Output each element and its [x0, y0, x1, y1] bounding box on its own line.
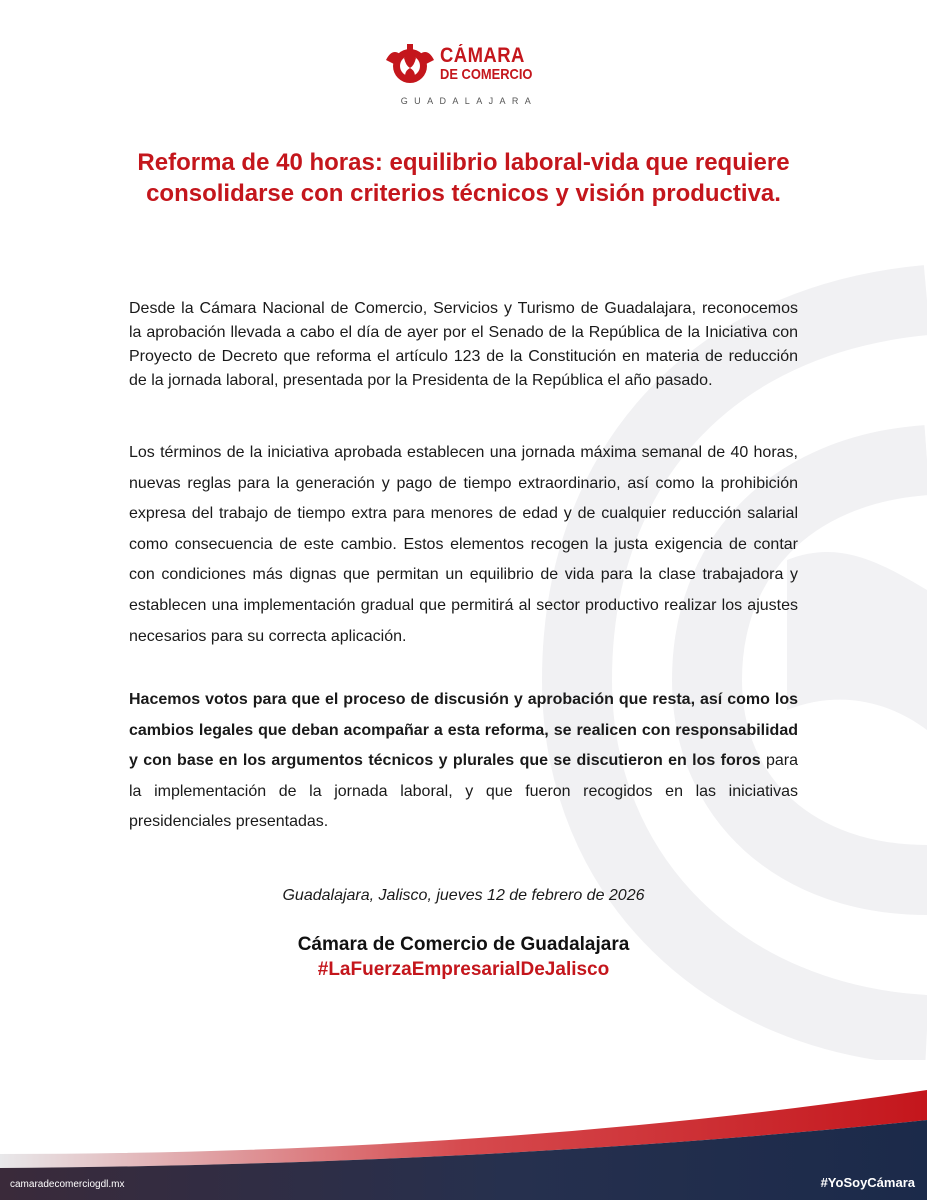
page-title: Reforma de 40 horas: equilibrio laboral-vida que requiere consolidarse con criterios técnicos y visión productiva.	[137, 149, 790, 207]
logo-subtitle: DE COMERCIO	[440, 66, 533, 83]
paragraph-call	[129, 685, 798, 838]
logo-city: GUADALAJARA	[400, 96, 538, 106]
camara-logo	[384, 42, 554, 112]
dateline: Guadalajara, Jalisco, jueves 12 de febrero de 2026	[282, 887, 645, 904]
paragraph-call-rest: para la implementación de la jornada laboral, y que fueron recogidos en las iniciativas presidenciales presentadas.	[129, 752, 799, 831]
signature-org: Cámara de Comercio de Guadalajara	[297, 934, 630, 955]
footer-hashtag: #YoSoyCámara	[820, 1175, 915, 1190]
eagle-crest-icon	[384, 42, 436, 86]
signature-hashtag: #LaFuerzaEmpresarialDeJalisco	[317, 959, 610, 980]
paragraph-intro: Desde la Cámara Nacional de Comercio, Servicios y Turismo de Guadalajara, reconocemos la aprobación llevada a cabo el día de ayer por el Senado de la República de la Iniciativa con Proyecto de Decreto que reforma el artículo 123 de la Constitución en materia de reducción de la jornada laboral, presentada por la Presidenta de la República el año pasado.	[129, 300, 798, 389]
logo-title: CÁMARA	[440, 44, 525, 67]
footer-website: camaradecomerciogdl.mx	[10, 1179, 125, 1190]
paragraph-call-bold: Hacemos votos para que el proceso de discusión y aprobación que resta, así como los cambios legales que deban acompañar a esta reforma, se realicen con responsabilidad y con base en los argumentos técnicos y plurales que se discutieron en los foros	[129, 691, 798, 770]
footer-band	[0, 1090, 927, 1200]
paragraph-terms: Los términos de la iniciativa aprobada establecen una jornada máxima semanal de 40 horas, nuevas reglas para la generación y pago de tiempo extraordinario, así como la prohibición expresa del trabajo de tiempo extra para menores de edad y de cualquier reducción salarial como consecuencia de este cambio. Estos elementos recogen la justa exigencia de contar con condiciones más dignas que permitan un equilibrio de vida para la clase trabajadora y establecen una implementación gradual que permitirá al sector productivo realizar los ajustes necesarios para su correcta aplicación.	[129, 444, 798, 645]
